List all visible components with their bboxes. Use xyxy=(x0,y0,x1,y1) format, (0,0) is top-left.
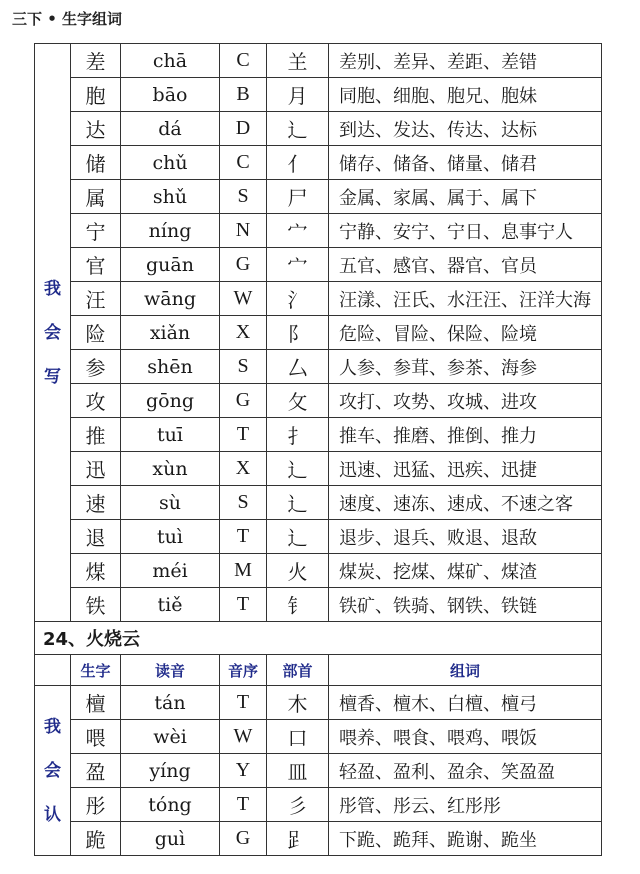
character-cell: 胞 xyxy=(71,78,121,112)
character-cell: 属 xyxy=(71,180,121,214)
initial-letter-cell: W xyxy=(220,720,267,754)
character-cell: 跪 xyxy=(71,822,121,856)
table-row xyxy=(35,720,602,754)
table-row xyxy=(35,180,602,214)
initial-letter-cell: N xyxy=(220,214,267,248)
table-row xyxy=(35,44,602,78)
word-group-cell: 铁矿、铁骑、钢铁、铁链 xyxy=(329,588,602,622)
character-cell: 檀 xyxy=(71,686,121,720)
initial-letter-cell: T xyxy=(220,686,267,720)
initial-letter-cell: T xyxy=(220,418,267,452)
radical-cell: 扌 xyxy=(267,418,329,452)
word-group-cell: 檀香、檀木、白檀、檀弓 xyxy=(329,686,602,720)
table-row xyxy=(35,822,602,856)
radical-cell: 宀 xyxy=(267,248,329,282)
word-group-cell: 到达、发达、传达、达标 xyxy=(329,112,602,146)
pinyin-cell: bāo xyxy=(121,78,220,112)
pinyin-cell: méi xyxy=(121,554,220,588)
page-header: 三下 • 生字组词 xyxy=(12,10,123,28)
word-group-cell: 下跪、跪拜、跪谢、跪坐 xyxy=(329,822,602,856)
character-cell: 煤 xyxy=(71,554,121,588)
pinyin-cell: tiě xyxy=(121,588,220,622)
pinyin-cell: tóng xyxy=(121,788,220,822)
initial-letter-cell: S xyxy=(220,180,267,214)
radical-cell: 亻 xyxy=(267,146,329,180)
initial-letter-cell: S xyxy=(220,486,267,520)
character-cell: 迅 xyxy=(71,452,121,486)
initial-letter-cell: T xyxy=(220,588,267,622)
radical-cell: 火 xyxy=(267,554,329,588)
table-row xyxy=(35,520,602,554)
pinyin-cell: chǔ xyxy=(121,146,220,180)
table-row xyxy=(35,112,602,146)
initial-letter-cell: G xyxy=(220,248,267,282)
table-row xyxy=(35,554,602,588)
radical-cell: 彡 xyxy=(267,788,329,822)
word-group-cell: 彤管、彤云、红彤彤 xyxy=(329,788,602,822)
column-header-words: 组词 xyxy=(329,655,602,686)
initial-letter-cell: G xyxy=(220,822,267,856)
table-row xyxy=(35,588,602,622)
word-group-cell: 五官、感官、器官、官员 xyxy=(329,248,602,282)
initial-letter-cell: S xyxy=(220,350,267,384)
character-cell: 参 xyxy=(71,350,121,384)
initial-letter-cell: D xyxy=(220,112,267,146)
initial-letter-cell: T xyxy=(220,520,267,554)
column-header-row xyxy=(35,655,602,686)
pinyin-cell: wèi xyxy=(121,720,220,754)
character-cell: 储 xyxy=(71,146,121,180)
radical-cell: 钅 xyxy=(267,588,329,622)
character-cell: 推 xyxy=(71,418,121,452)
group-label: 我 会 写 xyxy=(35,44,71,622)
word-group-cell: 退步、退兵、败退、退敌 xyxy=(329,520,602,554)
table-row xyxy=(35,248,602,282)
radical-cell: 辶 xyxy=(267,452,329,486)
column-header-char: 生字 xyxy=(71,655,121,686)
word-group-cell: 煤炭、挖煤、煤矿、煤渣 xyxy=(329,554,602,588)
initial-letter-cell: X xyxy=(220,452,267,486)
radical-cell: 辶 xyxy=(267,520,329,554)
initial-letter-cell: M xyxy=(220,554,267,588)
radical-cell: 厶 xyxy=(267,350,329,384)
word-group-cell: 危险、冒险、保险、险境 xyxy=(329,316,602,350)
table-row xyxy=(35,788,602,822)
table-row xyxy=(35,452,602,486)
table-row xyxy=(35,418,602,452)
radical-cell: 尸 xyxy=(267,180,329,214)
character-cell: 官 xyxy=(71,248,121,282)
table-row xyxy=(35,384,602,418)
word-group-cell: 轻盈、盈利、盈余、笑盈盈 xyxy=(329,754,602,788)
table-row xyxy=(35,686,602,720)
radical-cell: 辶 xyxy=(267,486,329,520)
radical-cell: 口 xyxy=(267,720,329,754)
initial-letter-cell: C xyxy=(220,146,267,180)
character-cell: 汪 xyxy=(71,282,121,316)
table-row xyxy=(35,214,602,248)
pinyin-cell: tuì xyxy=(121,520,220,554)
character-cell: 盈 xyxy=(71,754,121,788)
initial-letter-cell: X xyxy=(220,316,267,350)
header-spacer xyxy=(35,655,71,686)
word-group-cell: 汪漾、汪氏、水汪汪、汪洋大海 xyxy=(329,282,602,316)
radical-cell: 𦍌 xyxy=(267,44,329,78)
radical-cell: 𧾷 xyxy=(267,822,329,856)
radical-cell: 氵 xyxy=(267,282,329,316)
radical-cell: 月 xyxy=(267,78,329,112)
pinyin-cell: dá xyxy=(121,112,220,146)
word-group-cell: 速度、速冻、速成、不速之客 xyxy=(329,486,602,520)
pinyin-cell: yíng xyxy=(121,754,220,788)
initial-letter-cell: T xyxy=(220,788,267,822)
pinyin-cell: xiǎn xyxy=(121,316,220,350)
initial-letter-cell: W xyxy=(220,282,267,316)
character-cell: 差 xyxy=(71,44,121,78)
column-header-letter: 音序 xyxy=(220,655,267,686)
radical-cell: 攵 xyxy=(267,384,329,418)
lesson-title: 24、火烧云 xyxy=(35,622,602,655)
radical-cell: 阝 xyxy=(267,316,329,350)
vocab-table xyxy=(34,43,602,856)
column-header-pinyin: 读音 xyxy=(121,655,220,686)
radical-cell: 皿 xyxy=(267,754,329,788)
pinyin-cell: tuī xyxy=(121,418,220,452)
word-group-cell: 宁静、安宁、宁日、息事宁人 xyxy=(329,214,602,248)
character-cell: 达 xyxy=(71,112,121,146)
pinyin-cell: guì xyxy=(121,822,220,856)
word-group-cell: 储存、储备、储量、储君 xyxy=(329,146,602,180)
initial-letter-cell: C xyxy=(220,44,267,78)
character-cell: 铁 xyxy=(71,588,121,622)
table-row xyxy=(35,282,602,316)
pinyin-cell: gōng xyxy=(121,384,220,418)
character-cell: 险 xyxy=(71,316,121,350)
word-group-cell: 同胞、细胞、胞兄、胞妹 xyxy=(329,78,602,112)
lesson-title-row xyxy=(35,622,602,655)
initial-letter-cell: Y xyxy=(220,754,267,788)
word-group-cell: 推车、推磨、推倒、推力 xyxy=(329,418,602,452)
radical-cell: 宀 xyxy=(267,214,329,248)
pinyin-cell: níng xyxy=(121,214,220,248)
table-row xyxy=(35,350,602,384)
pinyin-cell: shǔ xyxy=(121,180,220,214)
pinyin-cell: wāng xyxy=(121,282,220,316)
table-row xyxy=(35,486,602,520)
radical-cell: 辶 xyxy=(267,112,329,146)
character-cell: 攻 xyxy=(71,384,121,418)
column-header-radical: 部首 xyxy=(267,655,329,686)
pinyin-cell: tán xyxy=(121,686,220,720)
pinyin-cell: chā xyxy=(121,44,220,78)
character-cell: 速 xyxy=(71,486,121,520)
word-group-cell: 人参、参茸、参茶、海参 xyxy=(329,350,602,384)
group-label: 我 会 认 xyxy=(35,686,71,856)
word-group-cell: 差别、差异、差距、差错 xyxy=(329,44,602,78)
initial-letter-cell: B xyxy=(220,78,267,112)
pinyin-cell: guān xyxy=(121,248,220,282)
table-row xyxy=(35,316,602,350)
pinyin-cell: sù xyxy=(121,486,220,520)
character-cell: 退 xyxy=(71,520,121,554)
word-group-cell: 攻打、攻势、攻城、进攻 xyxy=(329,384,602,418)
word-group-cell: 迅速、迅猛、迅疾、迅捷 xyxy=(329,452,602,486)
initial-letter-cell: G xyxy=(220,384,267,418)
character-cell: 喂 xyxy=(71,720,121,754)
pinyin-cell: shēn xyxy=(121,350,220,384)
word-group-cell: 金属、家属、属于、属下 xyxy=(329,180,602,214)
table-row xyxy=(35,78,602,112)
pinyin-cell: xùn xyxy=(121,452,220,486)
radical-cell: 木 xyxy=(267,686,329,720)
character-cell: 宁 xyxy=(71,214,121,248)
character-cell: 彤 xyxy=(71,788,121,822)
table-row xyxy=(35,146,602,180)
word-group-cell: 喂养、喂食、喂鸡、喂饭 xyxy=(329,720,602,754)
table-row xyxy=(35,754,602,788)
